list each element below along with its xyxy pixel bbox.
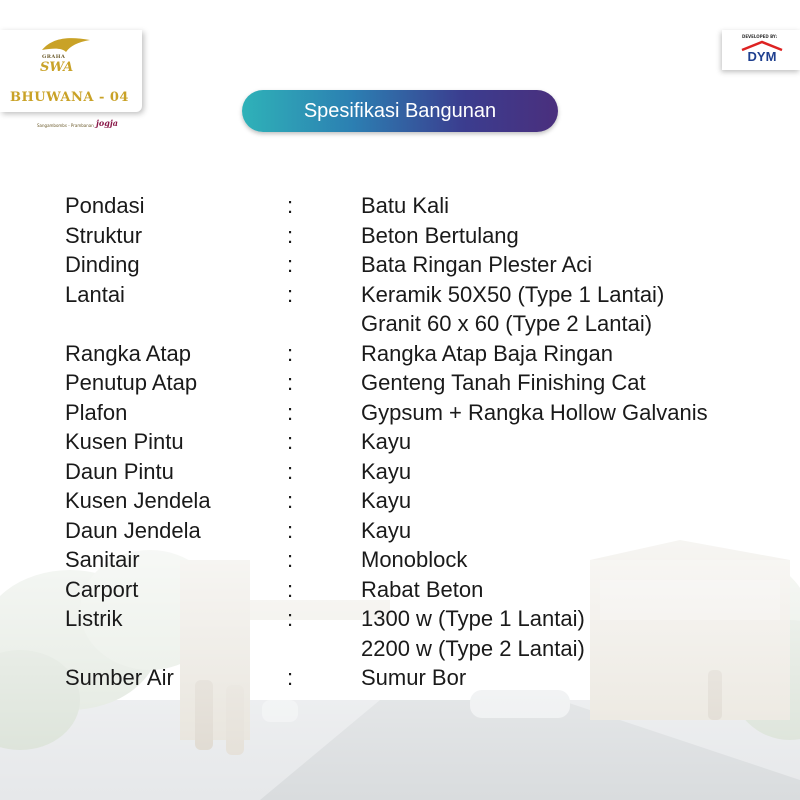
spec-value: Beton Bertulang (361, 222, 519, 248)
spec-label: Sanitair (65, 547, 140, 572)
spec-label: Kusen Pintu (65, 429, 184, 454)
spec-value: Kayu (361, 488, 412, 513)
spec-value: Keramik 50X50 (Type 1 Lantai) (361, 281, 665, 307)
spec-colon: : (287, 547, 294, 572)
developer-name: DYM (747, 49, 777, 64)
spec-colon: : (287, 340, 294, 366)
developer-label: DEVELOPED BY: (742, 34, 778, 39)
spec-list (0, 193, 800, 695)
spec-colon: : (287, 193, 294, 218)
spec-value: Kayu (361, 458, 412, 484)
spec-row (0, 370, 800, 400)
spec-colon: : (287, 222, 294, 248)
spec-label: Pondasi (65, 193, 145, 218)
spec-row (0, 223, 800, 253)
spec-row (0, 252, 800, 282)
spec-value: Rangka Atap Baja Ringan (361, 340, 613, 366)
spec-label: Listrik (65, 606, 123, 631)
spec-row (0, 282, 800, 312)
spec-label: Daun Jendela (65, 517, 201, 543)
spec-colon: : (287, 281, 294, 307)
spec-row (0, 577, 800, 607)
spec-colon: : (287, 458, 294, 484)
spec-label: Sumber Air (65, 665, 174, 690)
spec-label: Penutup Atap (65, 370, 198, 395)
spec-value: Rabat Beton (361, 576, 484, 602)
spec-value: Bata Ringan Plester Aci (361, 252, 593, 277)
spec-row (0, 665, 800, 695)
spec-label: Rangka Atap (65, 340, 191, 366)
spec-colon: : (287, 399, 294, 425)
spec-row (0, 341, 800, 371)
spec-row (0, 429, 800, 459)
spec-colon: : (287, 606, 294, 631)
spec-value: Kayu (361, 517, 412, 543)
spec-value: Granit 60 x 60 (Type 2 Lantai) (361, 311, 653, 336)
spec-label: Kusen Jendela (65, 488, 211, 513)
spec-row (0, 400, 800, 430)
spec-row (0, 459, 800, 489)
project-logo (0, 30, 142, 128)
spec-row (0, 606, 800, 636)
developer-mark-icon (738, 40, 786, 64)
spec-row (0, 311, 800, 341)
spec-row (0, 636, 800, 666)
spec-value: Batu Kali (361, 193, 450, 218)
logo-city: jogja (96, 118, 118, 128)
spec-colon: : (287, 370, 294, 395)
spec-row (0, 488, 800, 518)
spec-colon: : (287, 517, 294, 543)
spec-colon: : (287, 252, 294, 277)
spec-label: Dinding (65, 252, 140, 277)
logo-top-text: GRAHA (42, 54, 66, 60)
spec-value: Genteng Tanah Finishing Cat (361, 370, 646, 395)
spec-value: Kayu (361, 429, 412, 454)
logo-line2: BHUWANA - 04 (10, 90, 129, 105)
spec-colon: : (287, 576, 294, 602)
spec-row (0, 547, 800, 577)
logo-line1: SWA (40, 60, 74, 75)
spec-label: Daun Pintu (65, 458, 174, 484)
developer-logo (722, 30, 800, 70)
page-title: Spesifikasi Bangunan (242, 90, 558, 132)
spec-colon: : (287, 488, 294, 513)
spec-label: Plafon (65, 399, 128, 425)
spec-label: Carport (65, 576, 139, 602)
spec-label: Lantai (65, 281, 125, 307)
spec-value: Sumur Bor (361, 665, 467, 690)
spec-row (0, 518, 800, 548)
logo-tagline: Sangambombs - Prambanan (37, 123, 94, 128)
spec-colon: : (287, 665, 294, 690)
spec-colon: : (287, 429, 294, 454)
spec-value: 1300 w (Type 1 Lantai) (361, 606, 585, 631)
spec-value: Gypsum + Rangka Hollow Galvanis (361, 399, 708, 425)
spec-row (0, 193, 800, 223)
spec-value: 2200 w (Type 2 Lantai) (361, 635, 585, 661)
spec-value: Monoblock (361, 547, 468, 572)
spec-label: Struktur (65, 222, 143, 248)
